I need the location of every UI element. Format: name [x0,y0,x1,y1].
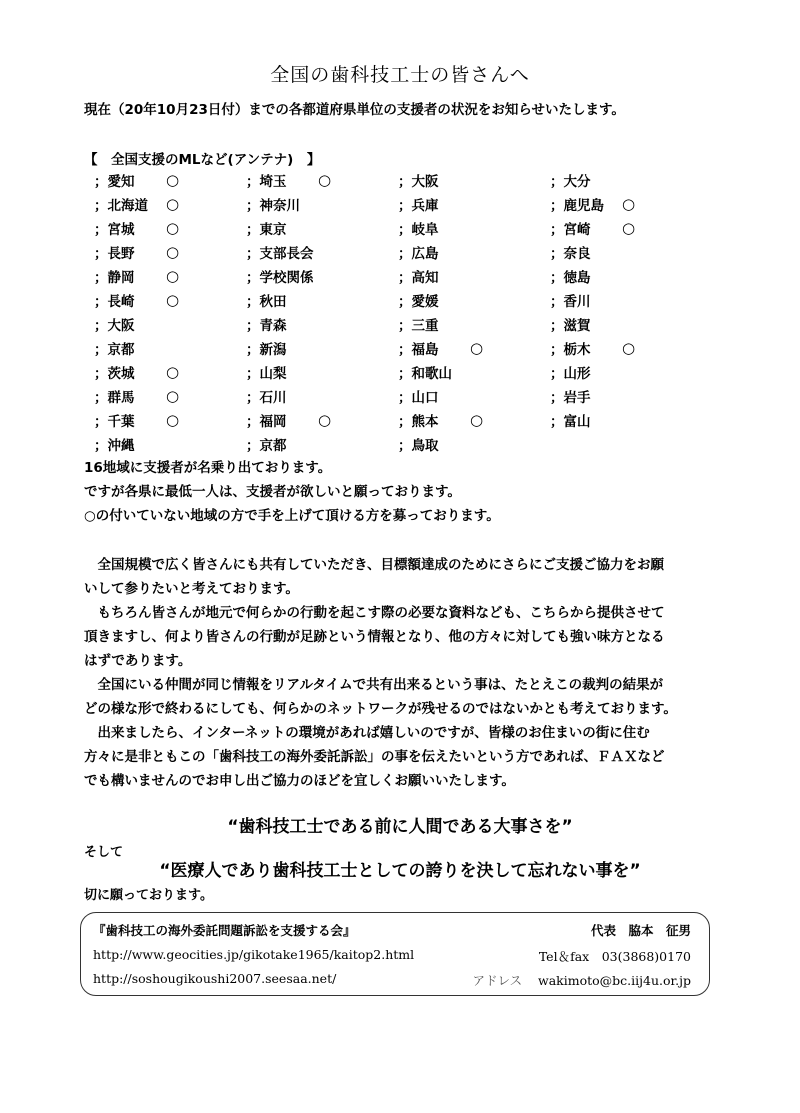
region-name: ；青森 [246,318,287,334]
region-row [94,312,702,336]
status-subtitle: 現在（20年10月23日付）までの各都道府県単位の支援者の状況をお知らせいたします。 [84,102,625,118]
supporter-mark-icon: ○ [166,387,180,405]
region-support-table [94,168,702,456]
site-link-2[interactable]: http://soshougikoushi2007.seesaa.net/ [93,971,337,986]
region-name: ；栃木 [550,342,591,358]
address-label: アドレス [472,973,523,988]
region-name: ；徳島 [550,270,591,286]
supporter-mark-icon [470,192,550,216]
region-row [94,360,702,384]
supporter-mark-icon [622,240,702,264]
region-name: ；大分 [550,174,591,190]
page-title: 全国の歯科技工士の皆さんへ [270,64,530,86]
supporter-mark-icon [470,288,550,312]
region-name: ；東京 [246,222,287,238]
summary-line: 16地域に支援者が名乗り出ております。 [84,460,332,476]
supporter-mark-icon [318,312,398,336]
supporter-mark-icon [318,360,398,384]
supporter-mark-icon [622,168,702,192]
body-line: 出来ましたら、インターネットの環境があれば嬉しいのですが、皆様のお住まいの街に住む [84,725,650,741]
supporter-mark-icon [470,168,550,192]
region-name: ；支部長会 [246,246,314,262]
supporter-mark-icon [318,192,398,216]
contact-box [80,912,710,996]
region-name: ；長野 [94,246,135,262]
supporter-mark-icon [622,288,702,312]
region-name [550,432,622,456]
supporter-mark-icon: ○ [166,291,180,309]
org-name: 『歯科技工の海外委託問題訴訟を支援する会』 [93,923,356,938]
supporter-mark-icon: ○ [166,411,180,429]
supporter-mark-icon: ○ [166,195,180,213]
region-name: ；愛知 [94,174,135,190]
region-row [94,168,702,192]
supporter-mark-icon [622,312,702,336]
supporter-mark-icon: ○ [166,219,180,237]
summary-line: ○の付いていない地域の方で手を上げて頂ける方を募っております。 [84,508,500,524]
supporter-mark-icon [470,264,550,288]
region-name: ；熊本 [398,414,439,430]
region-row [94,432,702,456]
region-name: ；埼玉 [246,174,287,190]
region-name: ；山形 [550,366,591,382]
region-name: ；京都 [94,342,135,358]
tel-fax: Tel＆fax 03(3868)0170 [538,949,691,964]
region-row [94,240,702,264]
supporter-mark-icon: ○ [318,171,332,189]
connector-text: そして [84,845,124,860]
supporter-mark-icon [470,360,550,384]
supporter-mark-icon [622,264,702,288]
region-name: ；静岡 [94,270,135,286]
supporter-mark-icon [470,240,550,264]
body-line: もちろん皆さんが地元で何らかの行動を起こす際の必要な資料なども、こちらから提供させて [84,605,665,621]
supporter-mark-icon: ○ [622,339,636,357]
region-name: ；宮城 [94,222,135,238]
supporter-mark-icon: ○ [166,171,180,189]
supporter-mark-icon: ○ [166,267,180,285]
supporter-mark-icon [318,432,398,456]
body-line: 頂きますし、何より皆さんの行動が足跡という情報となり、他の方々に対しても強い味方となる [84,629,665,645]
supporter-mark-icon [318,264,398,288]
supporter-mark-icon [470,312,550,336]
supporter-mark-icon [318,216,398,240]
region-name: ；秋田 [246,294,287,310]
supporter-mark-icon [318,336,398,360]
supporter-mark-icon [470,432,550,456]
email-link[interactable]: wakimoto@bc.iij4u.or.jp [538,973,691,988]
region-name: ；神奈川 [246,198,300,214]
representative: 代表 脇本 征男 [590,923,691,938]
region-name: ；鳥取 [398,438,439,454]
region-name: ；滋賀 [550,318,591,334]
supporter-mark-icon [622,360,702,384]
region-name: ；愛媛 [398,294,439,310]
region-name: ；沖縄 [94,438,135,454]
region-name: ；高知 [398,270,439,286]
supporter-mark-icon: ○ [166,243,180,261]
supporter-mark-icon: ○ [622,195,636,213]
supporter-mark-icon [318,240,398,264]
region-name: ；群馬 [94,390,135,406]
region-name: ；岐阜 [398,222,439,238]
body-line: 全国にいる仲間が同じ情報をリアルタイムで共有出来るという事は、たとえこの裁判の結果が [84,677,664,693]
region-name: ；和歌山 [398,366,452,382]
region-name: ；広島 [398,246,439,262]
supporter-mark-icon [318,384,398,408]
region-row [94,288,702,312]
region-row [94,384,702,408]
region-name: ；山口 [398,390,439,406]
body-line: 全国規模で広く皆さんにも共有していただき、目標額達成のためにさらにご支援ご協力をお願 [84,557,664,573]
body-line: でも構いませんのでお申し出ご協力のほどを宜しくお願いいたします。 [84,773,515,789]
region-name: ；香川 [550,294,591,310]
summary-line: ですが各県に最低一人は、支援者が欲しいと願っております。 [84,484,461,500]
region-name: ；山梨 [246,366,287,382]
region-name: ；千葉 [94,414,135,430]
region-row [94,408,702,432]
region-name: ；鹿児島 [550,198,604,214]
region-row [94,264,702,288]
supporter-mark-icon: ○ [166,363,180,381]
region-name: ；石川 [246,390,287,406]
site-link-1[interactable]: http://www.geocities.jp/gikotake1965/kaitop2.html [93,947,415,962]
supporter-mark-icon [166,312,246,336]
body-line: どの様な形で終わるにしても、何らかのネットワークが残せるのではないかとも考えております。 [84,701,677,717]
closing-text: 切に願っております。 [84,888,213,903]
body-text [84,553,724,793]
supporter-mark-icon [470,384,550,408]
supporter-mark-icon [622,384,702,408]
quote-1: “歯科技工士である前に人間である大事さを” [227,817,573,837]
region-name: ；富山 [550,414,591,430]
region-row [94,216,702,240]
supporter-mark-icon: ○ [470,339,484,357]
region-name: ；宮崎 [550,222,591,238]
region-name: ；大阪 [398,174,439,190]
supporter-mark-icon: ○ [470,411,484,429]
body-line: いして参りたいと考えております。 [84,581,299,597]
supporter-mark-icon [318,288,398,312]
supporter-mark-icon: ○ [622,219,636,237]
supporter-mark-icon [622,432,702,456]
region-name: ；福岡 [246,414,287,430]
region-name: ；大阪 [94,318,135,334]
body-line: はずであります。 [84,653,192,669]
region-name: ；岩手 [550,390,591,406]
region-name: ；長崎 [94,294,135,310]
region-name: ；学校関係 [246,270,314,286]
region-row [94,192,702,216]
supporter-mark-icon [622,408,702,432]
region-name: ；京都 [246,438,287,454]
supporter-mark-icon: ○ [318,411,332,429]
region-name: ；兵庫 [398,198,439,214]
body-line: 方々に是非ともこの「歯科技工の海外委託訴訟」の事を伝えたいという方であれば、ＦＡＸなど [84,749,665,765]
section-heading: 【 全国支援のMLなど(アンテナ) 】 [84,152,321,168]
region-name: ；新潟 [246,342,287,358]
supporter-mark-icon [470,216,550,240]
region-row [94,336,702,360]
region-name: ；茨城 [94,366,135,382]
region-name: ；奈良 [550,246,591,262]
supporter-mark-icon [166,432,246,456]
quote-2: “医療人であり歯科技工士としての誇りを決して忘れない事を” [159,861,641,881]
region-name: ；三重 [398,318,439,334]
region-name: ；福島 [398,342,439,358]
supporter-mark-icon [166,336,246,360]
region-name: ；北海道 [94,198,148,214]
